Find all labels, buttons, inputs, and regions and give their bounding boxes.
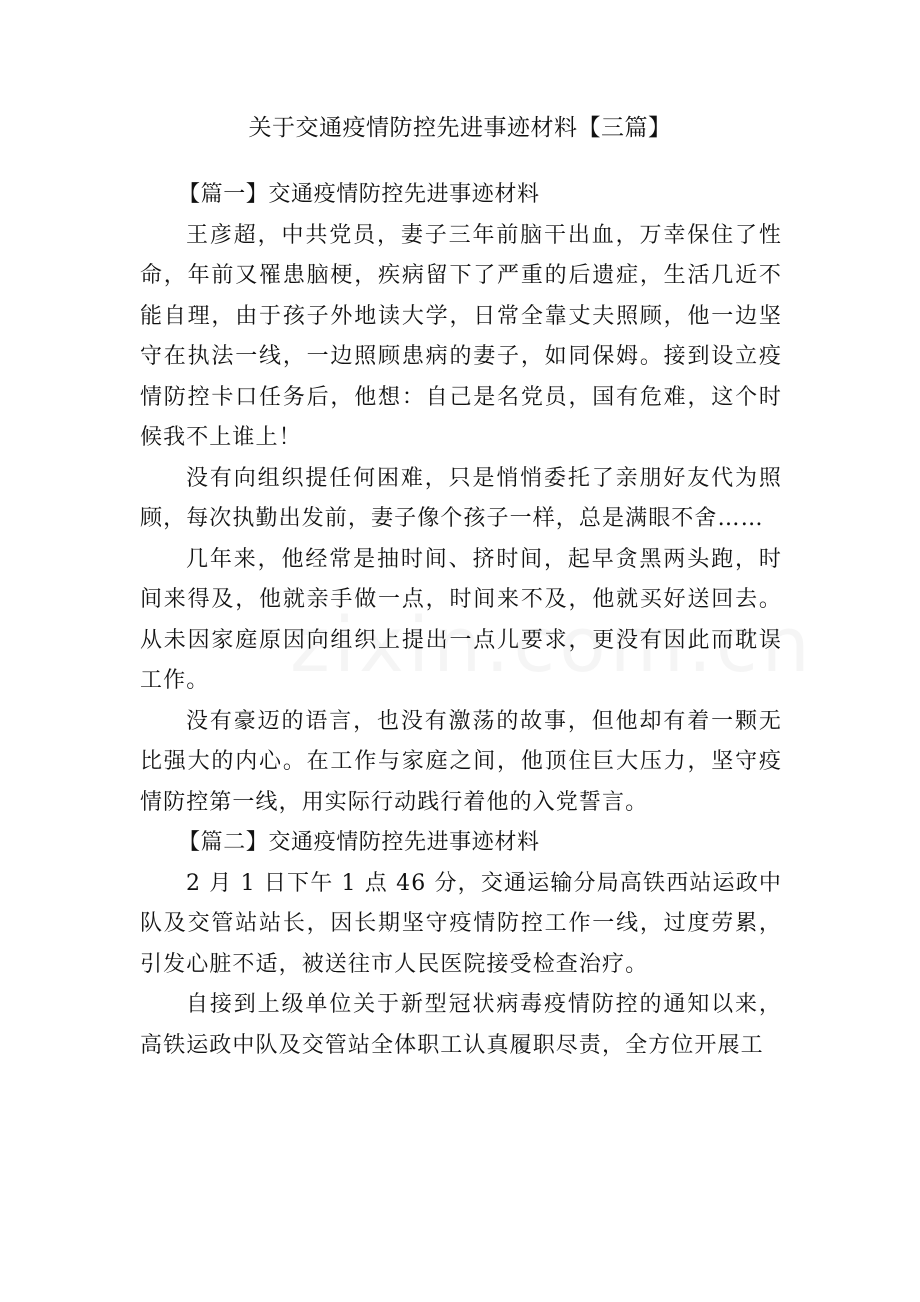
- document-body: [140, 175, 782, 1066]
- section-heading-2: 【篇二】交通疫情防控先进事迹材料: [178, 830, 540, 855]
- paragraph: 自接到上级单位关于新型冠状病毒疫情防控的通知以来，高铁运政中队及交管站全体职工认真履职尽责，全方位开展工: [140, 992, 782, 1058]
- paragraph: 没有豪迈的语言，也没有激荡的故事，但他却有着一颗无比强大的内心。在工作与家庭之间，他顶住巨大压力，坚守疫情防控第一线，用实际行动践行着他的入党誓言。: [140, 708, 782, 815]
- paragraph: 几年来，他经常是抽时间、挤时间，起早贪黑两头跑，时间来得及，他就亲手做一点，时间来不及，他就买好送回去。从未因家庭原因向组织上提出一点儿要求，更没有因此而耽误工作。: [140, 546, 782, 693]
- document-title: 关于交通疫情防控先进事迹材料【三篇】: [248, 115, 672, 141]
- paragraph: 没有向组织提任何困难，只是悄悄委托了亲朋好友代为照顾，每次执勤出发前，妻子像个孩子一样，总是满眼不舍……: [140, 465, 782, 531]
- paragraph: 2 月 1 日下午 1 点 46 分，交通运输分局高铁西站运政中队及交管站站长，因长期坚守疫情防控工作一线，过度劳累，引发心脏不适，被送往市人民医院接受检查治疗。: [140, 870, 782, 977]
- section-heading-1: 【篇一】交通疫情防控先进事迹材料: [178, 182, 540, 207]
- paragraph: 王彦超，中共党员，妻子三年前脑干出血，万幸保住了性命，年前又罹患脑梗，疾病留下了严重的后遗症，生活几近不能自理，由于孩子外地读大学，日常全靠丈夫照顾，他一边坚守在执法一线，一边照顾患病的妻子，如同保姆。接到设立疫情防控卡口任务后，他想：自己是名党员，国有危难，这个时候我不上谁上！: [140, 222, 782, 450]
